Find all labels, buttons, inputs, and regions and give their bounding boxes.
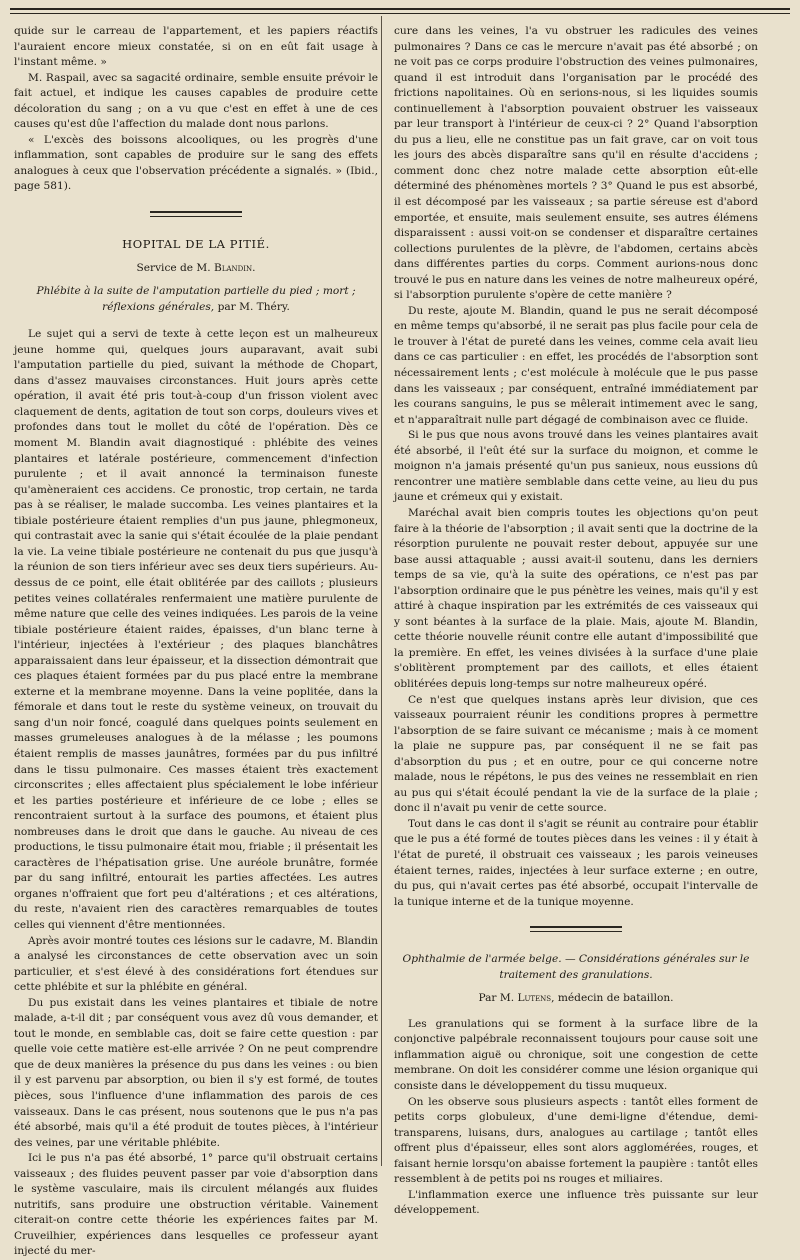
byline-name: Lutens, xyxy=(517,992,555,1005)
right-column xyxy=(394,24,758,1217)
service-line xyxy=(14,261,378,277)
section-separator xyxy=(530,926,622,932)
paragraph: L'inflammation exerce une influence très puissante sur leur développement. xyxy=(394,1188,758,1217)
paragraph: Tout dans le cas dont il s'agit se réunit au contraire pour établir que le pus a été formé de toutes pièces dans les veines : il y était à l'état de pureté, il obstruait ces vaisseaux ; les parois veineuses étaient ternes, raides, injectées à leur surface externe ; en outre, du pus, qui n'avait certes pas été absorbé, occupait l'intervalle de la tunique interne et de la tunique moyenne. xyxy=(394,817,758,908)
paragraph: Du reste, ajoute M. Blandin, quand le pus ne serait décomposé en même temps qu'absorbé, il ne serait pas plus facile pour cela de le trouver à l'état de pureté dans les veines, comme cela avait lieu dans ce cas particulier : en effet, les procédés de l'absorption sont nécessairement lents ; c'est molécule à molécule que le pus passe dans les vaisseaux ; par conséquent, entraîné immédiatement par les courans sanguins, le pus se mêlerait intimement avec le sang, et n'apparaîtrait nulle part dégagé de combinaison avec ce fluide. xyxy=(394,304,758,426)
paragraph: Maréchal avait bien compris toutes les objections qu'on peut faire à la théorie de l'absorption ; il avait senti que la doctrine de la résorption purulente ne pouvait rester debout, appuyée sur une base aussi attaquable ; aussi avait-il soutenu, dans les derniers temps de sa vie, qu'à la suite des opérations, ce n'est pas par l'absorption ordinaire que le pus pénètre les veines, mais qu'il y est attiré à chaque inspiration par les extrémités de ces vaisseaux qui y sont béantes à la surface de la plaie. Mais, ajoute M. Blandin, cette théorie nouvelle réunit contre elle autant d'impossibilité que la première. En effet, les veines divisées à la surface d'une plaie s'oblitèrent promptement par des caillots, et elles étaient oblitérées depuis long-temps sur notre malheureux opéré. xyxy=(394,506,758,690)
service-name: Blandin. xyxy=(214,261,256,274)
article-subtitle xyxy=(18,284,374,315)
paragraph-continuation: cure dans les veines, l'a vu obstruer les radicules des veines pulmonaires ? Dans ce cas le mercure n'avait pas été absorbé ; on ne voit pas ce corps produire l'obstruction des veines pulmonaires, quand il est introduit dans l'organisation par le procédé des frictions napolitaines. Où en serions-nous, si les liquides soumis continuellement à l'absorption pouvaient obstruer les vaisseaux par leur transport à l'intérieur de ceux-ci ? 2° Quand l'absorption du pus a lieu, elle ne constitue pas un fait grave, car on voit tous les jours des abcès disparaître sans qu'il en résulte d'accidens ; comment donc chez notre malade cette absorption eût-elle déterminé des phénomènes mortels ? 3° Quand le pus est absorbé, il est décomposé par les vaisseaux ; sa partie séreuse est d'abord emportée, et ensuite, mais seulement ensuite, ses autres élémens disparaissent : aussi voit-on se condenser et disparaître certaines collections purulentes de la plèvre, de l'abdomen, certains abcès dans différentes parties du corps. Comment aurions-nous donc trouvé le pus en nature dans les veines de notre malheureux opéré, si l'absorption purulente s'opère de cette manière ? xyxy=(394,25,758,302)
byline xyxy=(394,991,758,1007)
paragraph: On les observe sous plusieurs aspects : tantôt elles forment de petits corps globuleux, d'une demi-ligne d'étendue, demi-transparens, luisans, durs, analogues au cartilage ; tantôt elles offrent plus d'épaisseur, elles sont alors agglomérées, rouges, et faisant hernie lorsqu'on abaisse fortement la paupière : tantôt elles ressemblent à de petits poi ns rouges et miliaires. xyxy=(394,1095,758,1186)
paragraph: Ce n'est que quelques instans après leur division, que ces vaisseaux pourraient réunir les conditions propres à permettre l'absorption de se faire suivant ce mécanisme ; mais à ce moment la plaie ne suppure pas, par conséquent il ne se fait pas d'absorption du pus ; et en outre, pour ce qui concerne notre malade, nous le répétons, le pus des veines ne ressemblait en rien au pus qui s'était écoulé pendant la vie de la surface de la plaie ; donc il n'avait pu venir de cette source. xyxy=(394,693,758,815)
service-prefix: Service de M. xyxy=(136,261,211,274)
paragraph: Après avoir montré toutes ces lésions sur le cadavre, M. Blandin a analysé les circonstances de cette observation avec un soin particulier, et s'est élevé à des considérations fort étendues sur cette phlébite et sur la phlébite en général. xyxy=(14,934,378,994)
paragraph: Du pus existait dans les veines plantaires et tibiale de notre malade, a-t-il dit ; par conséquent vous avez dû vous demander, et tout le monde, en semblable cas, doit se faire cette question : par quelle voie cette matière est-elle arrivée ? On ne peut comprendre que de deux manières la présence du pus dans les veines : ou bien il y est parvenu par absorption, ou bien il s'y est formé, de toutes pièces, sous l'influence d'une inflammation des parois de ces vaisseaux. Dans le cas présent, nous soutenons que le pus n'a pas été absorbé, mais qu'il a été produit de toutes pièces, à l'intérieur des veines, par une véritable phlébite. xyxy=(14,996,378,1149)
section-title: HOPITAL DE LA PITIÉ. xyxy=(122,237,270,252)
byline-suffix: médecin de bataillon. xyxy=(557,992,674,1005)
byline-prefix: Par M. xyxy=(478,992,515,1005)
paragraph-raspail: M. Raspail, avec sa sagacité ordinaire, semble ensuite prévoir le fait actuel, et indique les causes capables de produire cette décoloration du sang ; on a vu que c'est en effet à une de ces causes qu'est dûe l'affection du malade dont nous parlons. xyxy=(14,71,378,131)
top-rule xyxy=(10,8,790,14)
paragraph: Les granulations qui se forment à la surface libre de la conjonctive palpébrale reconnaissent toujours pour cause soit une inflammation aiguë ou chronique, soit une congestion de cette membrane. On doit les considérer comme une lésion organique qui consiste dans le développement du tissu muqueux. xyxy=(394,1017,758,1092)
left-column xyxy=(14,24,378,1258)
paragraph: Ici le pus n'a pas été absorbé, 1° parce qu'il obstruait certains vaisseaux ; des fluides peuvent passer par voie d'absorption dans le système vasculaire, mais ils circulent mélangés aux fluides nutritifs, sans produire une obstruction véritable. Vainement citerait-on contre cette théorie les expériences faites par M. Cruveilhier, expériences dans lesquelles ce professeur ayant injecté du mer- xyxy=(14,1152,378,1258)
paragraph-continuation: quide sur le carreau de l'appartement, et les papiers réactifs l'auraient encore mieux constatée, si on en eût fait usage à l'instant même. » xyxy=(14,25,378,69)
subtitle-text: Phlébite à la suite de l'amputation partielle du pied ; mort ; réflexions générales, xyxy=(36,285,356,313)
paragraph-quote: « L'excès des boissons alcooliques, ou les progrès d'une inflammation, sont capables de produire sur le sang des effets analogues à ceux que l'observation précédente a signalés. » (Ibid., page 581). xyxy=(14,133,378,193)
article-title: Ophthalmie de l'armée belge. — Considérations générales sur le traitement des granulations. xyxy=(402,953,750,981)
paragraph: Le sujet qui a servi de texte à cette leçon est un malheureux jeune homme qui, quelques jours auparavant, avait subi l'amputation partielle du pied, suivant la méthode de Chopart, dans d'assez mauvaises circonstances. Huit jours après cette opération, il avait été pris tout-à-coup d'un frisson violent avec claquement de dents, agitation de tout son corps, douleurs vives et profondes dans tout le mollet du côté de l'opération. Dès ce moment M. Blandin avait diagnostiqué : phlébite des veines plantaires et latérale postérieure, commencement d'infection purulente ; et il avait annoncé la terminaison funeste qu'amèneraient ces accidens. Ce pronostic, trop certain, ne tarda pas à se réaliser, le malade succomba. Les veines plantaires et la tibiale postérieure étaient remplies d'un pus jaune, phlegmoneux, qui contrastait avec la sanie qui s'était écoulée de la plaie pendant la vie. La veine tibiale postérieure ne contenait du pus que jusqu'à la réunion de son tiers inférieur avec ses deux tiers supérieurs. Au-dessus de ce point, elle était oblitérée par des caillots ; plusieurs petites veines collatérales renfermaient une matière purulente de même nature que celle des veines indiquées. Les parois de la veine tibiale postérieure étaient raides, épaisses, d'un blanc terne à l'intérieur, injectées à l'extérieur ; des plaques blanchâtres apparaissaient dans leur épaisseur, et la dissection démontrait que ces plaques étaient formées par du pus placé entre la membrane externe et la membrane moyenne. Dans la veine poplitée, dans la fémorale et dans tout le reste du système veineux, on trouvait du sang d'un noir foncé, coagulé dans quelques points seulement en masses grumeleuses analogues à de la mélasse ; les poumons étaient remplis de masses jaunâtres, formées par du pus infiltré dans le tissu pulmonaire. Ces masses étaient très exactement circonscrites ; elles affectaient plus spécialement le lobe inférieur et les parties postérieure et inférieure de ce lobe ; elles se rencontraient surtout à la surface des poumons, et étaient plus nombreuses dans le droit que dans le gauche. Au niveau de ces productions, le tissu pulmonaire était mou, friable ; il présentait les caractères de l'hépatisation grise. Une auréole brunâtre, formée par du sang infiltré, entourait les parties affectées. Les autres organes n'offraient que fort peu d'altérations ; et ces altérations, du reste, n'avaient rien des caractères remarquables de toutes celles qui viennent d'être mentionnées. xyxy=(14,328,378,931)
subtitle-author: par M. Théry. xyxy=(217,300,290,313)
paragraph: Si le pus que nous avons trouvé dans les veines plantaires avait été absorbé, il l'eût été sur la surface du moignon, et comme le moignon n'a jamais présenté qu'un pus sanieux, nous eussions dû rencontrer une matière semblable dans cette veine, au lieu du pus jaune et crémeux qui y existait. xyxy=(394,429,758,504)
section-separator xyxy=(150,211,242,217)
column-divider xyxy=(381,16,382,1166)
